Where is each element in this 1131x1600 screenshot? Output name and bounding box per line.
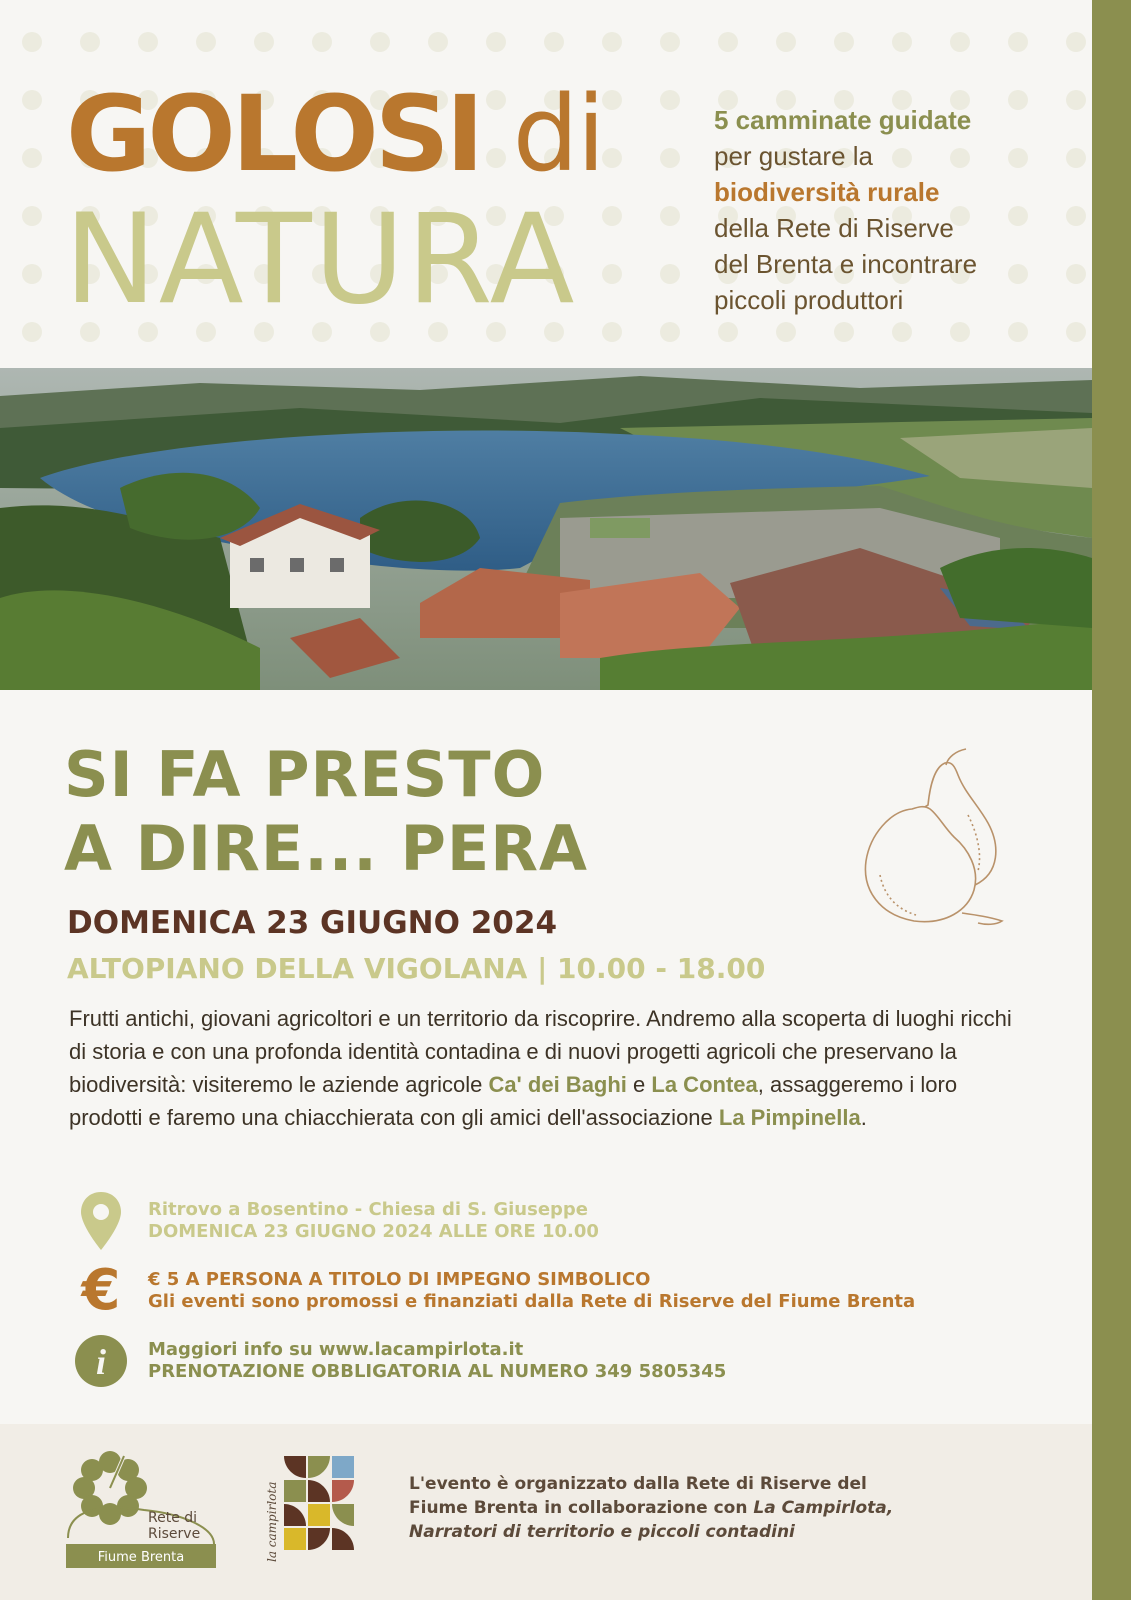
event-date: DOMENICA 23 GIUGNO 2024 bbox=[67, 905, 558, 941]
logo-fiume-brenta-text: Fiume Brenta bbox=[97, 1550, 185, 1565]
title-di: di bbox=[512, 73, 604, 195]
location-pin-icon bbox=[74, 1190, 128, 1252]
tagline: 5 camminate guidate per gustare la biodiversità rurale della Rete di Riserve del Brenta e incontrare piccoli produttori bbox=[714, 105, 978, 315]
rete-di-riserve-logo bbox=[64, 1444, 220, 1568]
pear-illustration bbox=[850, 745, 1025, 935]
event-place-time: ALTOPIANO DELLA VIGOLANA | 10.00 - 18.00 bbox=[67, 952, 766, 985]
farm-la-contea: La Contea bbox=[651, 1072, 758, 1097]
euro-icon: € bbox=[81, 1258, 121, 1323]
svg-text:i: i bbox=[95, 1342, 107, 1382]
header bbox=[0, 0, 1092, 368]
logo-riserve-text: Riserve bbox=[148, 1526, 201, 1542]
logo-la-campirlota-script: la campirlota bbox=[265, 1481, 279, 1562]
farm-ca-dei-baghi: Ca' dei Baghi bbox=[488, 1072, 627, 1097]
right-decorative-bar bbox=[1092, 0, 1131, 1600]
logo-rete-di-text: Rete di bbox=[148, 1510, 198, 1526]
title-golosi: GOLOSI di bbox=[66, 73, 604, 195]
info-icon bbox=[74, 1330, 128, 1392]
event-title: SI FA PRESTO A DIRE... PERA bbox=[64, 738, 588, 885]
association-la-pimpinella: La Pimpinella bbox=[718, 1105, 861, 1130]
event-description: Frutti antichi, giovani agricoltori e un territorio da riscoprire. Andremo alla scoperta di luoghi ricchi di storia e con una profonda identità contadina e di nuovi progetti agricoli che preservano la biodiversità: visiteremo le aziende agricole Ca' dei Baghi e La Contea, assaggeremo i loro prodotti e faremo una chiacchierata con gli amici dell'associazione La Pimpinella. bbox=[69, 1006, 1012, 1130]
info-meeting-point: Ritrovo a Bosentino - Chiesa di S. Giuseppe DOMENICA 23 GIUGNO 2024 ALLE ORE 10.00 bbox=[74, 1190, 599, 1252]
info-price: € € 5 A PERSONA A TITOLO DI IMPEGNO SIMBOLICO Gli eventi sono promossi e finanziati dalla Rete di Riserve del Fiume Brenta bbox=[74, 1260, 915, 1322]
lake-landscape-photo bbox=[0, 368, 1092, 690]
la-campirlota-logo bbox=[262, 1452, 366, 1562]
info-contact: i Maggiori info su www.lacampirlota.it PRENOTAZIONE OBBLIGATORIA AL NUMERO 349 5805345 bbox=[74, 1330, 726, 1392]
footer-organizer-text: L'evento è organizzato dalla Rete di Riserve del Fiume Brenta in collaborazione con La Campirlota, Narratori di territorio e piccoli contadini bbox=[409, 1474, 894, 1542]
title-natura: NATURA bbox=[64, 188, 577, 332]
